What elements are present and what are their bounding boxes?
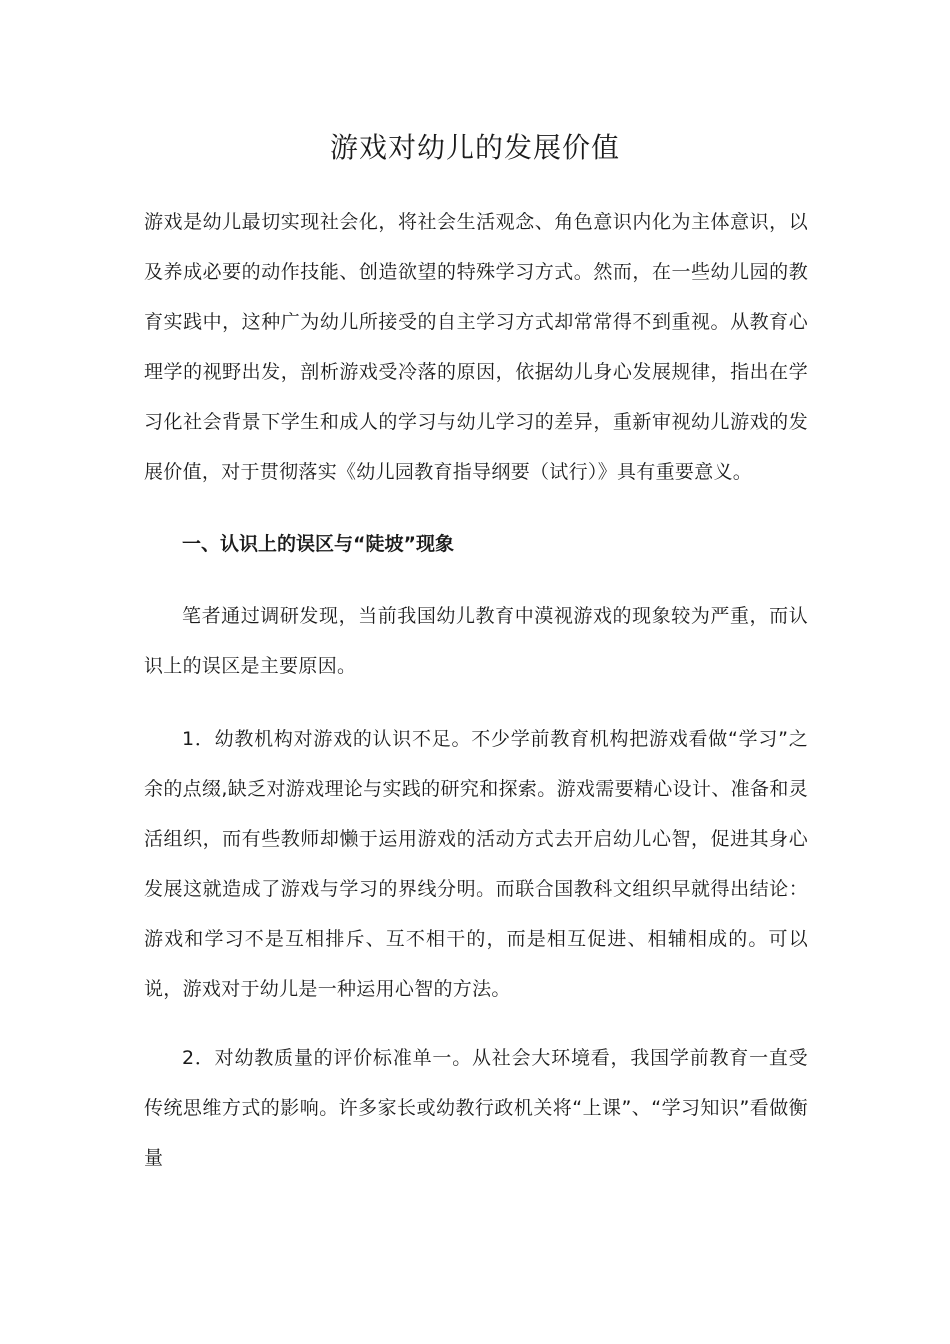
intro-paragraph: 游戏是幼儿最切实现社会化，将社会生活观念、角色意识内化为主体意识，以及养成必要的动作技能、创造欲望的特殊学习方式。然而，在一些幼儿园的教育实践中，这种广为幼儿所接受的自主学习方式却常常得不到重视。从教育心理学的视野出发，剖析游戏受冷落的原因，依据幼儿身心发展规律，指出在学习化社会背景下学生和成人的学习与幼儿学习的差异，重新审视幼儿游戏的发展价值，对于贯彻落实《幼儿园教育指导纲要（试行）》具有重要意义。 [144,211,808,483]
section-paragraph-1: 笔者通过调研发现，当前我国幼儿教育中漠视游戏的现象较为严重，而认识上的误区是主要原因。 [144,605,808,677]
document-title: 游戏对幼儿的发展价值 [329,131,620,164]
section-paragraph-2: 1．幼教机构对游戏的认识不足。不少学前教育机构把游戏看做“学习”之余的点缀,缺乏对游戏理论与实践的研究和探索。游戏需要精心设计、准备和灵活组织，而有些教师却懒于运用游戏的活动方式去开启幼儿心智，促进其身心发展这就造成了游戏与学习的界线分明。而联合国教科文组织早就得出结论：游戏和学习不是互相排斥、互不相干的，而是相互促进、相辅相成的。可以说，游戏对于幼儿是一种运用心智的方法。 [144,728,808,1000]
section-heading: 一、认识上的误区与“陡坡”现象 [182,533,454,555]
section-paragraph-3: 2．对幼教质量的评价标准单一。从社会大环境看，我国学前教育一直受传统思维方式的影响。许多家长或幼教行政机关将“上课”、“学习知识”看做衡量 [144,1047,808,1169]
